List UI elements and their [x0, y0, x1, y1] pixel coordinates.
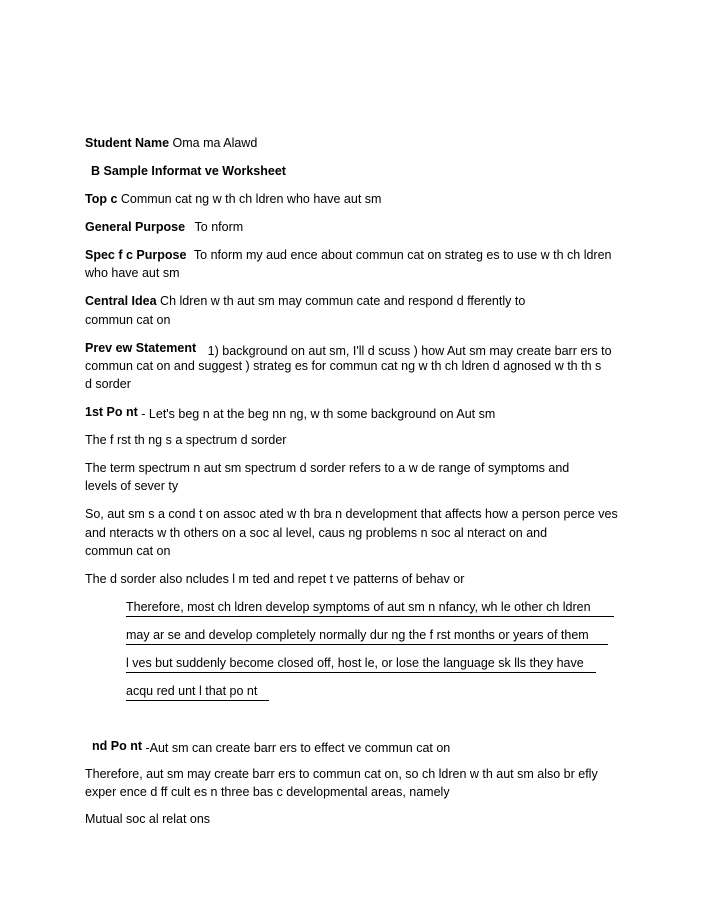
first-point-row [85, 404, 495, 420]
second-point-label: nd Po nt [92, 739, 142, 753]
preview-statement-line3: d sorder [85, 377, 131, 391]
preview-statement-row [85, 340, 612, 356]
so-line2: and nteracts w th others on a soc al level, caus ng problems n soc al nteract on and [85, 526, 548, 540]
specific-purpose-line1: To nform my aud ence about commun cat on strateg es to use w th ch ldren [193, 248, 612, 262]
quote-line: Therefore, most ch ldren develop symptoms of aut sm n nfancy, wh le other ch ldren [126, 599, 614, 617]
general-purpose-label: General Purpose [85, 220, 186, 234]
student-name-row [85, 135, 257, 151]
so-line1: So, aut sm s a cond t on assoc ated w th bra n development that affects how a person perce ves [85, 507, 618, 521]
preview-statement-line1: 1) background on aut sm, I'll d scuss ) how Aut sm may create barr ers to [207, 344, 612, 358]
term-line2: levels of sever ty [85, 479, 179, 493]
topic-label: Top c [85, 192, 118, 206]
general-purpose-value: To nform [194, 220, 244, 234]
second-point-value: -Aut sm can create barr ers to effect ve commun cat on [145, 741, 451, 755]
specific-purpose-label: Spec f c Purpose [85, 248, 187, 262]
general-purpose-row [85, 219, 243, 235]
topic-row [85, 191, 381, 207]
disorder-line: The d sorder also ncludes l m ted and repet t ve patterns of behav or [85, 572, 465, 586]
spectrum-line: The f rst th ng s a spectrum d sorder [85, 433, 287, 447]
central-idea-row [85, 293, 525, 309]
central-idea-line2: commun cat on [85, 313, 171, 327]
student-name-label: Student Name [85, 136, 170, 150]
worksheet-title: B Sample Informat ve Worksheet [91, 164, 286, 178]
term-line1: The term spectrum n aut sm spectrum d sorder refers to a w de range of symptoms and [85, 461, 570, 475]
mutual-line: Mutual soc al relat ons [85, 812, 211, 826]
so-line3: commun cat on [85, 544, 171, 558]
therefore-line2: exper ence d ff cult es n three bas c developmental areas, namely [85, 785, 450, 799]
quote-line: l ves but suddenly become closed off, host le, or lose the language sk lls they have [126, 655, 596, 673]
central-idea-line1: Ch ldren w th aut sm may commun cate and respond d fferently to [160, 294, 526, 308]
first-point-value: - Let's beg n at the beg nn ng, w th some background on Aut sm [141, 407, 496, 421]
student-name-value: Oma ma Alawd [172, 136, 258, 150]
specific-purpose-row [85, 247, 612, 263]
preview-statement-line2: commun cat on and suggest ) strateg es for commun cat ng w th ch ldren d agnosed w th th s [85, 359, 602, 373]
quote-line: acqu red unt l that po nt [126, 683, 269, 701]
central-idea-label: Central Idea [85, 294, 157, 308]
preview-statement-label: Prev ew Statement [85, 341, 197, 355]
first-point-label: 1st Po nt [85, 405, 138, 419]
second-point-row [92, 738, 450, 754]
therefore-line1: Therefore, aut sm may create barr ers to commun cat on, so ch ldren w th aut sm also br efly [85, 767, 598, 781]
topic-value: Commun cat ng w th ch ldren who have aut sm [120, 192, 382, 206]
quote-line: may ar se and develop completely normally dur ng the f rst months or years of them [126, 627, 608, 645]
specific-purpose-line2: who have aut sm [85, 266, 180, 280]
